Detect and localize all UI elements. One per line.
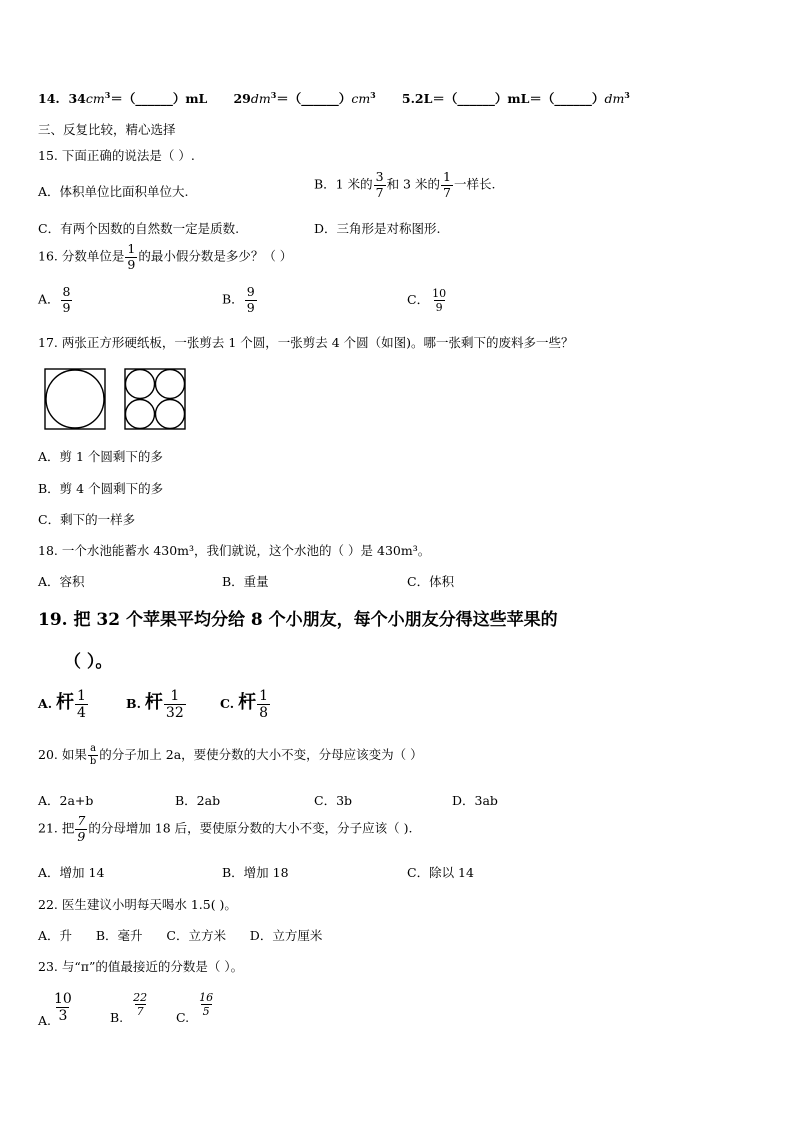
- fraction: $\frac{8}{9}$: [62, 284, 71, 315]
- q18-stem: 18. 一个水池能蓄水 430m³，我们就说，这个水池的（ ）是 430m³。: [38, 543, 431, 558]
- q15-option-d: D．三角形是对称图形.: [314, 221, 441, 236]
- fraction: $\frac{3}{7}$: [375, 169, 384, 200]
- q15-stem: 15. 下面正确的说法是（ ）.: [38, 148, 195, 163]
- fraction: $\frac{1}{7}$: [442, 169, 451, 200]
- q16-option-a: A． $\frac{8}{9}$: [38, 284, 71, 315]
- fraction: $\frac{7}{9}$: [77, 813, 86, 844]
- q20-option-a: A．2a+b: [38, 793, 94, 808]
- q18-option-a: A．容积: [38, 574, 85, 589]
- q19-stem-line2: （ ）。: [64, 652, 113, 672]
- q17-option-a: A．剪 1 个圆剩下的多: [38, 449, 163, 464]
- q20-option-c: C．3b: [314, 793, 353, 808]
- q22-stem: 22. 医生建议小明每天喝水 1.5( )。: [38, 897, 237, 912]
- q19-stem-line1: 19. 把 32 个苹果平均分给 8 个小朋友，每个小朋友分得这些苹果的: [38, 610, 558, 630]
- q16-stem: 16. 分数单位是 $\frac{1}{9}$ 的最小假分数是多少？（ ）: [38, 241, 293, 272]
- q20-option-d: D．3ab: [452, 793, 498, 808]
- square-four-circles-figure: [124, 368, 186, 430]
- q18-option-b: B．重量: [222, 574, 269, 589]
- circle-cutout: [46, 370, 104, 428]
- fraction: $\frac{22}{7}$: [133, 991, 148, 1018]
- circle-cutout: [126, 370, 155, 399]
- q15-option-c: C．有两个因数的自然数一定是质数.: [38, 221, 240, 236]
- q17-stem: 17. 两张正方形硬纸板，一张剪去 1 个圆，一张剪去 4 个圆（如图)。哪一张剩下的废料多一些？: [38, 335, 574, 350]
- circle-cutout: [126, 400, 155, 429]
- fraction: $\frac{1}{32}$: [165, 688, 184, 721]
- circle-cutout: [156, 400, 185, 429]
- q21-option-c: C．除以 14: [407, 865, 474, 880]
- square-board: [125, 369, 185, 429]
- fraction: $\frac{10}{9}$: [432, 287, 447, 314]
- q18-option-c: C．体积: [407, 574, 455, 589]
- q19-option-a: A. 杆 $\frac{1}{4}$: [38, 688, 86, 721]
- fraction: $\frac{10}{3}$: [54, 991, 72, 1024]
- fraction: $\frac{16}{5}$: [199, 991, 214, 1018]
- square-one-circle-figure: [44, 368, 106, 430]
- q22-options: A．升 B．毫升 C．立方米 D．立方厘米: [38, 928, 323, 943]
- q23-option-a: A. $\frac{10}{3}$: [38, 991, 72, 1028]
- q20-option-b: B．2ab: [175, 793, 221, 808]
- fraction: $\frac{a}{b}$: [89, 743, 97, 767]
- q16-option-b: B． $\frac{9}{9}$: [222, 284, 255, 315]
- q23-stem: 23. 与“π”的值最接近的分数是（ ）。: [38, 959, 244, 974]
- q21-option-a: A．增加 14: [38, 865, 105, 880]
- fraction: $\frac{1}{4}$: [77, 688, 86, 721]
- q20-stem: 20. 如果 $\frac{a}{b}$ 的分子加上 2a，要使分数的大小不变，分母应该变为（ ）: [38, 743, 423, 767]
- fraction: $\frac{1}{8}$: [259, 688, 268, 721]
- q23-option-b: B. $\frac{22}{7}$: [110, 991, 148, 1025]
- q23-option-c: C. $\frac{16}{5}$: [176, 991, 214, 1025]
- q19-option-c: C. 杆 $\frac{1}{8}$: [220, 688, 268, 721]
- q15-option-b: B．1 米的 $\frac{3}{7}$ 和 3 米的 $\frac{1}{7}$ 一样长.: [314, 169, 496, 200]
- section-heading: 三、反复比较，精心选择: [38, 122, 176, 137]
- q21-stem: 21. 把 $\frac{7}{9}$ 的分母增加 18 后，要使原分数的大小不变，分子应该（ ).: [38, 813, 413, 844]
- fraction: $\frac{1}{9}$: [127, 241, 136, 272]
- q19-option-b: B. 杆 $\frac{1}{32}$: [126, 688, 184, 721]
- q16-option-c: C． $\frac{10}{9}$: [407, 287, 447, 314]
- q15-option-a: A．体积单位比面积单位大.: [38, 184, 189, 199]
- q17-option-c: C．剩下的一样多: [38, 512, 136, 527]
- fraction: $\frac{9}{9}$: [246, 284, 255, 315]
- q17-option-b: B．剪 4 个圆剩下的多: [38, 481, 164, 496]
- q14-line: 14. $34cm^3=(\_\_\_\_\_\_)mL$ $29dm^3=(\_\_\_\_\_\_)cm^3$ $5.2L=(\_\_\_\_\_\_)mL=(\_\_\_\_\_\_)dm^3$: [38, 89, 630, 106]
- q14-number: 14.: [38, 91, 60, 106]
- q21-option-b: B．增加 18: [222, 865, 289, 880]
- circle-cutout: [156, 370, 185, 399]
